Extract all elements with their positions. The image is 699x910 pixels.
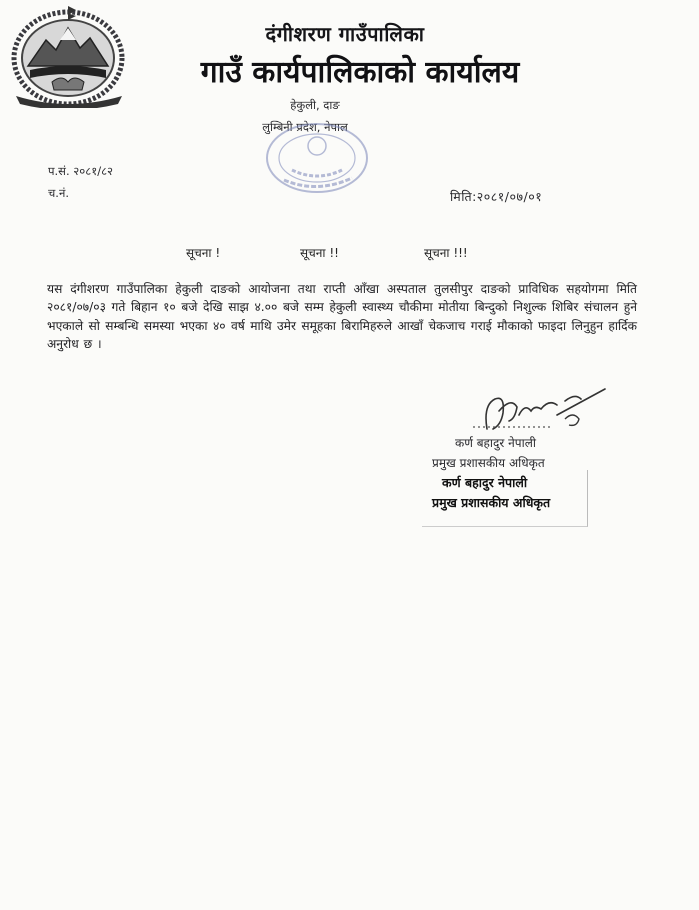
notice-heading-2: सूचना !!	[300, 246, 339, 260]
letter-reference-number: प.सं. २०८१/८२	[48, 164, 114, 178]
notice-heading-1: सूचना !	[186, 246, 221, 260]
notice-body: यस दंगीशरण गाउँपालिका हेकुली दाङको आयोजना तथा राप्ती आँखा अस्पताल तुलसीपुर दाङको प्राविधिक सहयोगमा मिति २०८१/०७/०३ गते बिहान १० बजे देखि साझ ४.०० बजे सम्म हेकुली स्वास्थ्य चौकीमा मोतीया बिन्दुको निशुल्क शिबिर संचालन हुने भएकाले सो सम्बन्धि समस्या भएका ४० वर्ष माथि उमेर समूहका बिरामिहरुले आखाँ चेकजाच गराई मौकाको फाइदा लिनुहुन हार्दिक अनुरोध छ ।	[47, 282, 637, 352]
office-name: गाउँ कार्यपालिकाको कार्यालय	[200, 55, 520, 90]
office-stamp-icon	[262, 120, 372, 198]
signatory-name: कर्ण बहादुर नेपाली	[455, 436, 536, 450]
address-line-1: हेकुली, दाङ	[290, 98, 340, 112]
notice-heading-3: सूचना !!!	[424, 246, 468, 260]
letter-date: मिति:२०८१/०७/०१	[450, 189, 543, 204]
address-line-2: लुम्बिनी प्रदेश, नेपाल	[262, 120, 348, 134]
organization-name: दंगीशरण गाउँपालिका	[265, 22, 425, 46]
government-emblem-icon	[10, 4, 128, 108]
seal-title: प्रमुख प्रशासकीय अधिकृत	[432, 495, 551, 510]
signatory-title: प्रमुख प्रशासकीय अधिकृत	[432, 456, 545, 470]
dispatch-number: च.नं.	[48, 186, 69, 200]
seal-name: कर्ण बहादुर नेपाली	[442, 475, 528, 490]
